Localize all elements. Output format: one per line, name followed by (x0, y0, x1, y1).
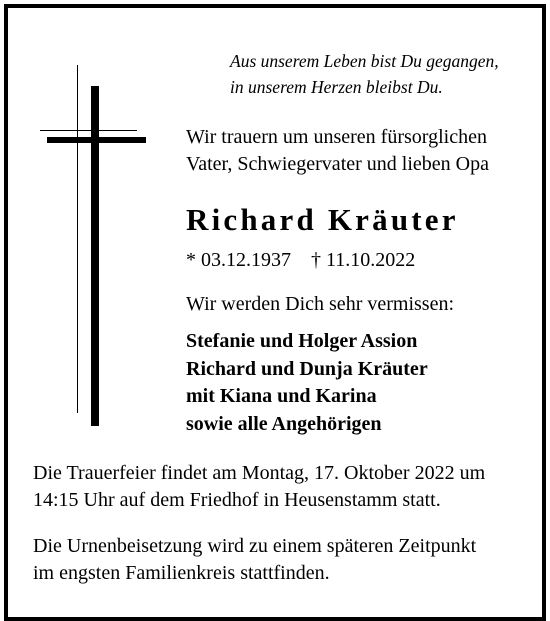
intro-line-1: Wir trauern um unseren fürsorglichen (186, 126, 487, 148)
urn-line-1: Die Urnenbeisetzung wird zu einem späteren Zeitpunkt (33, 535, 477, 557)
cross-thin-vertical (77, 65, 78, 413)
miss-line: Wir werden Dich sehr vermissen: (186, 293, 454, 315)
funeral-line-2: 14:15 Uhr auf dem Friedhof in Heusenstamm statt. (33, 489, 441, 511)
intro-line-2: Vater, Schwiegervater und lieben Opa (186, 153, 489, 175)
deceased-name: Richard Kräuter (186, 202, 459, 237)
mourners-list (186, 328, 428, 438)
funeral-info (33, 460, 485, 514)
urn-line-2: im engsten Familienkreis stattfinden. (33, 562, 330, 584)
life-dates (186, 249, 415, 272)
birth-date: * 03.12.1937 (186, 249, 291, 271)
funeral-line-1: Die Trauerfeier findet am Montag, 17. Oktober 2022 um (33, 462, 486, 484)
poem-quote (230, 48, 499, 100)
obituary-notice (4, 4, 546, 621)
mourner-line: mit Kiana und Karina (186, 385, 377, 407)
urn-burial-info (33, 533, 476, 587)
mourning-intro (186, 124, 489, 178)
mourner-line: sowie alle Angehörigen (186, 412, 382, 435)
poem-line-1: Aus unserem Leben bist Du gegangen, (230, 51, 499, 71)
mourner-line: Richard und Dunja Kräuter (186, 357, 428, 380)
cross-thick-horizontal (47, 137, 146, 143)
cross-thin-horizontal (40, 130, 137, 131)
mourner-line: Stefanie und Holger Assion (186, 330, 418, 352)
death-date: † 11.10.2022 (311, 249, 416, 271)
poem-line-2: in unserem Herzen bleibst Du. (230, 77, 443, 97)
